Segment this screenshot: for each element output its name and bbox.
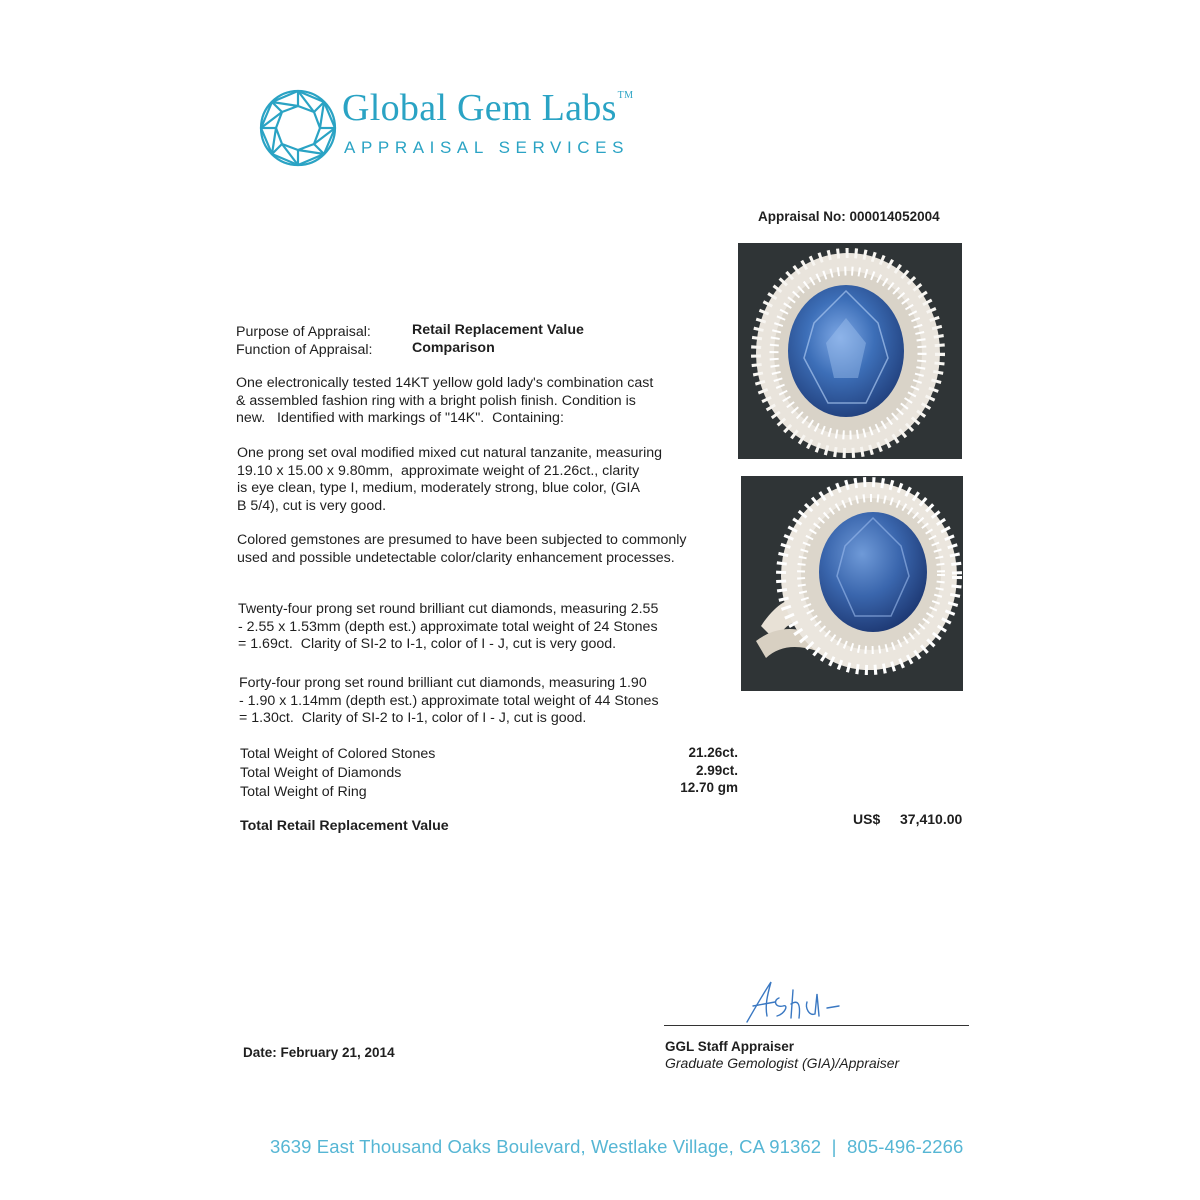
ring-side-view-image — [741, 476, 963, 691]
description-line: B 5/4), cut is very good. — [237, 497, 387, 514]
ring-photo-top — [738, 243, 962, 459]
diamonds-24-description — [238, 601, 658, 654]
total-colored-label: Total Weight of Colored Stones — [240, 746, 436, 762]
appraisal-number: Appraisal No: 000014052004 — [758, 209, 940, 224]
ring-top-view-image — [738, 243, 962, 459]
description-line: = 1.69ct. Clarity of SI-2 to I-1, color of I - J, cut is very good. — [238, 636, 617, 652]
purpose-label: Purpose of Appraisal: — [236, 324, 371, 340]
diamonds-44-description — [239, 675, 659, 728]
appraiser-signature — [735, 972, 855, 1028]
brand-subtitle: APPRAISAL SERVICES — [344, 138, 630, 157]
ring-photo-side — [741, 476, 963, 691]
total-colored-value: 21.26ct. — [688, 745, 738, 760]
description-line: - 2.55 x 1.53mm (depth est.) approximate total weight of 24 Stones — [238, 618, 658, 635]
colored-gemstone-notice — [237, 532, 687, 567]
tanzanite-description — [237, 445, 662, 515]
brand-name — [342, 86, 633, 130]
footer-address: 3639 East Thousand Oaks Boulevard, Westlake Village, CA 91362 | 805-496-2266 — [270, 1136, 964, 1157]
description-line: = 1.30ct. Clarity of SI-2 to I-1, color of I - J, cut is good. — [239, 710, 587, 726]
total-diamonds-value: 2.99ct. — [695, 763, 738, 778]
brand-name-text: Global Gem Labs — [342, 87, 617, 129]
description-line: - 1.90 x 1.14mm (depth est.) approximate total weight of 44 Stones — [239, 692, 659, 709]
description-line: 19.10 x 15.00 x 9.80mm, approximate weight of 21.26ct., clarity — [237, 462, 640, 479]
total-ring-value: 12.70 gm — [680, 780, 738, 795]
total-value-currency: US$ — [853, 811, 881, 827]
ring-description — [236, 375, 653, 428]
total-value-amount: 37,410.00 — [900, 811, 963, 827]
appraisal-date: Date: February 21, 2014 — [243, 1045, 395, 1060]
total-diamonds-label: Total Weight of Diamonds — [240, 765, 402, 781]
description-line: is eye clean, type I, medium, moderately strong, blue color, (GIA — [237, 480, 640, 496]
description-line: Colored gemstones are presumed to have been subjected to commonly — [237, 532, 687, 548]
description-line: One prong set oval modified mixed cut natural tanzanite, measuring — [237, 445, 663, 461]
function-label: Function of Appraisal: — [236, 342, 373, 358]
total-value-label: Total Retail Replacement Value — [240, 818, 449, 834]
gem-logo-icon — [258, 88, 338, 168]
description-line: Twenty-four prong set round brilliant cut diamonds, measuring 2.55 — [238, 601, 659, 617]
trademark-mark: TM — [617, 90, 634, 101]
appraiser-name: GGL Staff Appraiser — [665, 1039, 795, 1054]
description-line: & assembled fashion ring with a bright polish finish. Condition is — [236, 392, 636, 409]
description-line: used and possible undetectable color/clarity enhancement processes. — [237, 549, 675, 566]
purpose-value: Retail Replacement Value — [412, 322, 584, 338]
total-ring-label: Total Weight of Ring — [240, 784, 367, 800]
description-line: One electronically tested 14KT yellow gold lady's combination cast — [236, 375, 654, 391]
description-line: new. Identified with markings of "14K". Containing: — [236, 410, 564, 426]
description-line: Forty-four prong set round brilliant cut diamonds, measuring 1.90 — [239, 675, 647, 691]
appraiser-title: Graduate Gemologist (GIA)/Appraiser — [665, 1055, 900, 1071]
signature-line — [664, 1025, 969, 1026]
function-value: Comparison — [412, 340, 495, 356]
